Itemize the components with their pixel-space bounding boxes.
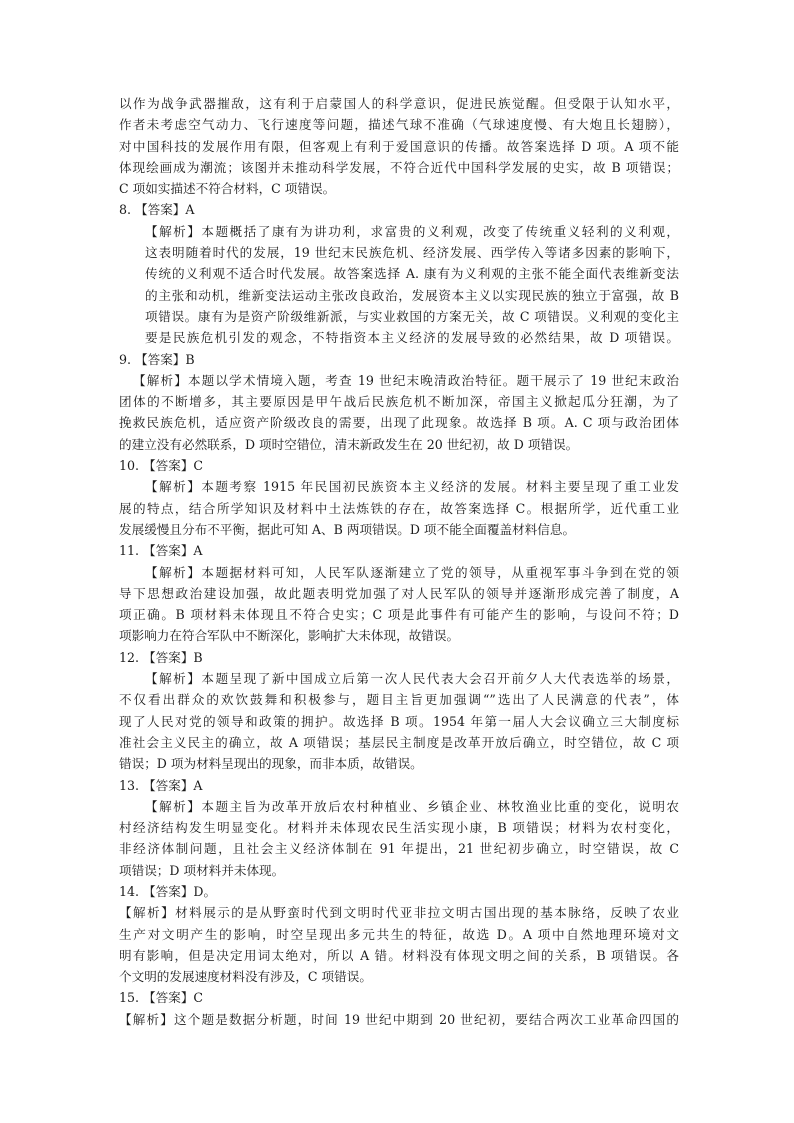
analysis-line: 【解析】本题主旨为改革开放后农村种植业、乡镇企业、林牧渔业比重的变化，说明农 <box>145 798 679 814</box>
text-line: 导下思想政治建设加强，故此题表明党加强了对人民军队的领导并逐渐形成完善了制度，A <box>119 585 679 601</box>
text-line: C 项如实描述不符合材料，C 项错误。 <box>119 181 336 197</box>
text-line: 体现绘画成为潮流；该图并未推动科学发展，不符合近代中国科学发展的史实，故 B 项错误； <box>119 159 679 175</box>
text-line: 的主张和动机，维新变法运动主张改良政治，发展资本主义以实现民族的独立于富强，故 B <box>145 287 679 303</box>
analysis-line: 【解析】这个题是数据分析题，时间 19 世纪中期到 20 世纪初，要结合两次工业革命四国的 <box>119 1011 679 1027</box>
text-line: 挽救民族危机，适应资产阶级改良的需要，出现了此现象。故选择 B 项。A. C 项与政治团体 <box>119 415 679 431</box>
analysis-line: 【解析】本题概括了康有为讲功利，求富贵的义利观，改变了传统重义轻利的义利观， <box>145 223 679 239</box>
answer-heading-15: 15. 【答案】C <box>119 990 204 1006</box>
analysis-line: 【解析】本题以学术情境入题，考查 19 世纪末晚清政治特征。题干展示了 19 世纪末政治 <box>133 372 679 388</box>
text-line: 作者未考虑空气动力、飞行速度等问题，描述气球不准确（气球速度慢、有大炮且长翅膀）， <box>119 117 679 133</box>
analysis-line: 【解析】本题考察 1915 年民国初民族资本主义经济的发展。材料主要呈现了重工业发 <box>145 479 679 495</box>
analysis-line: 【解析】本题呈现了新中国成立后第一次人民代表大会召开前夕人大代表选举的场景， <box>145 671 679 687</box>
answer-heading-8: 8. 【答案】A <box>119 202 195 218</box>
text-line: 个文明的发展速度材料没有涉及，C 项错误。 <box>119 969 372 985</box>
text-line: 错误；D 项为材料呈现出的现象，而非本质，故错误。 <box>119 756 423 772</box>
text-line: 项正确。B 项材料未体现且不符合史实；C 项是此事件有可能产生的影响，与设问不符；D <box>119 607 679 623</box>
text-line: 项影响力在符合军队中不断深化，影响扩大未体现，故错误。 <box>119 628 460 644</box>
text-line: 的建立没有必然联系，D 项时空错位，清末新政发生在 20 世纪初，故 D 项错误。 <box>119 436 579 452</box>
text-line: 现了人民对党的领导和政策的拥护。故选择 B 项。1954 年第一届人大会议确立三大制度标 <box>119 713 679 729</box>
answer-heading-11: 11. 【答案】A <box>119 543 203 559</box>
answer-document <box>119 93 679 1030</box>
text-line: 要是民族危机引发的观念，不特指资本主义经济的发展导致的必然结果，故 D 项错误。 <box>145 330 679 346</box>
answer-heading-12: 12. 【答案】B <box>119 649 203 665</box>
text-line: 这表明随着时代的发展，19 世纪末民族危机、经济发展、西学传入等诸多因素的影响下， <box>145 245 679 261</box>
text-line: 以作为战争武器摧敌，这有利于启蒙国人的科学意识，促进民族觉醒。但受限于认知水平， <box>119 96 679 111</box>
text-line: 不仅看出群众的欢饮鼓舞和积极参与，题目主旨更加强调“”选出了人民满意的代表”，体 <box>119 692 679 708</box>
text-line: 团体的不断增多，其主要原因是甲午战后民族危机不断加深，帝国主义掀起瓜分狂潮，为了 <box>119 394 679 410</box>
text-line: 发展缓慢且分布不平衡，据此可知 A、B 两项错误。D 项不能全面覆盖材料信息。 <box>119 521 576 537</box>
answer-heading-9: 9. 【答案】B <box>119 351 195 367</box>
answer-heading-10: 10. 【答案】C <box>119 458 204 474</box>
text-line: 项错误；D 项材料并未体现。 <box>119 862 285 878</box>
text-line: 传统的义利观不适合时代发展。故答案选择 A. 康有为义利观的主张不能全面代表维新变法 <box>145 266 679 282</box>
analysis-line: 【解析】材料展示的是从野蛮时代到文明时代亚非拉文明古国出现的基本脉络，反映了农业 <box>119 905 679 921</box>
analysis-line: 【解析】本题据材料可知，人民军队逐渐建立了党的领导，从重视军事斗争到在党的领 <box>145 564 679 580</box>
text-line: 对中国科技的发展作用有限，但客观上有利于爱国意识的传播。故答案选择 D 项。A 项不能 <box>119 138 679 154</box>
text-line: 展的特点，结合所学知识及材料中土法炼铁的存在，故答案选择 C。根据所学，近代重工业 <box>119 500 679 516</box>
text-line: 项错误。康有为是资产阶级维新派，与实业救国的方案无关，故 C 项错误。义利观的变化主 <box>145 308 679 324</box>
answer-heading-14: 14. 【答案】D。 <box>119 883 217 899</box>
text-line: 生产对文明产生的影响，时空呈现出多元共生的特征，故选 D。A 项中自然地理环境对文 <box>119 926 679 942</box>
text-line: 明有影响，但是决定用词太绝对，所以 A 错。材料没有体现文明之间的关系，B 项错误。各 <box>119 947 679 963</box>
text-line: 准社会主义民主的确立，故 A 项错误；基层民主制度是改革开放后确立，时空错位，故 C 项 <box>119 734 679 750</box>
text-line: 非经济体制问题，且社会主义经济体制在 91 年提出，21 世纪初步确立，时空错误，故 C <box>119 841 679 857</box>
answer-heading-13: 13. 【答案】A <box>119 777 203 793</box>
text-line: 村经济结构发生明显变化。材料并未体现农民生活实现小康，B 项错误；材料为农村变化， <box>119 820 679 836</box>
